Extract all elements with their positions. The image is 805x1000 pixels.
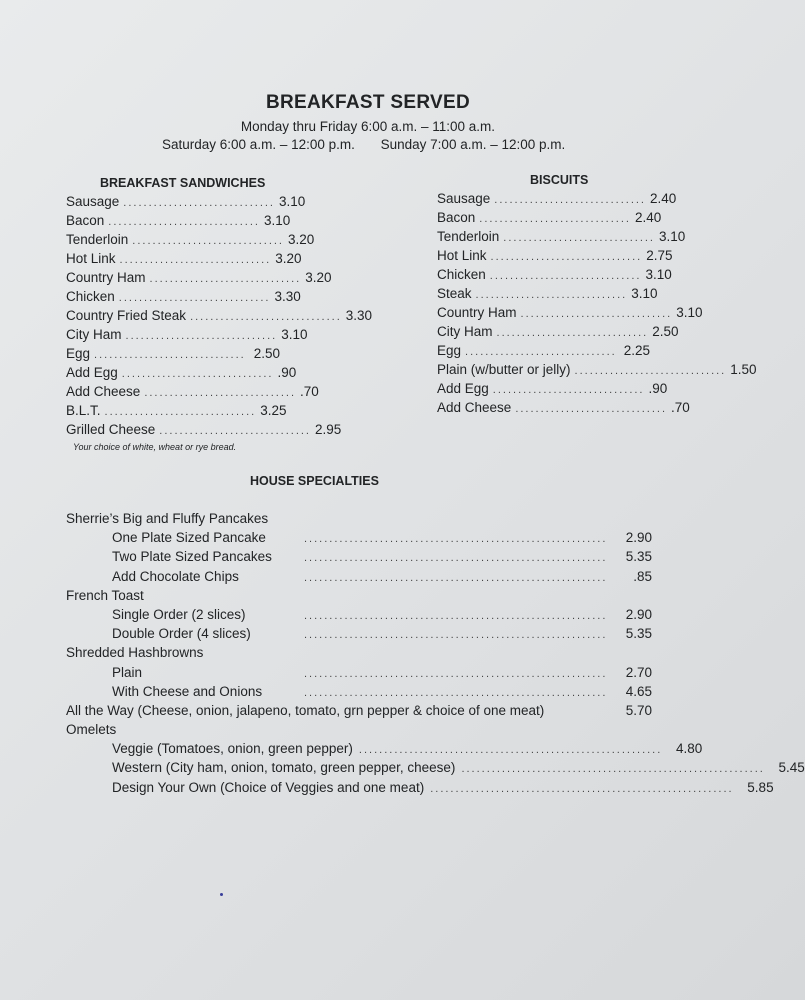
category-label [66,588,652,607]
category-name: Shredded Hashbrowns [66,645,204,661]
item-name: Sausage [66,194,120,209]
item-price: 5.70 [625,702,652,718]
item-price: 2.75 [646,248,673,263]
leader-dots: ............................................................ [304,571,608,584]
menu-item [66,741,703,760]
item-price: 3.10 [676,305,703,320]
leader-dots: ............................................................ [304,533,608,546]
item-price: 3.10 [278,194,306,209]
item-price: 5.35 [625,626,652,642]
leader-dots: .............................. [190,311,342,323]
leader-dots: .............................. [515,403,667,415]
category-label [66,511,652,530]
item-price: 5.85 [747,779,774,795]
item-name: Add Egg [66,365,118,380]
item-name: All the Way (Cheese, onion, jalapeno, tomato, grn pepper & choice of one meat) [66,702,545,718]
item-price: 2.50 [652,324,679,339]
item-name: Chicken [66,289,115,304]
item-name: City Ham [66,327,122,342]
item-name: Egg [66,346,91,361]
item-price: .70 [300,384,319,399]
item-price: 4.80 [676,741,703,757]
leader-dots: .............................. [475,289,628,301]
leader-dots: .............................. [94,349,246,361]
leader-dots: .............................. [503,232,655,244]
item-name: Country Ham [437,305,517,320]
menu-item [437,381,668,400]
leader-dots: .............................. [104,406,257,418]
menu-item [66,422,342,441]
item-price: 3.30 [274,289,301,304]
item-name: City Ham [437,324,493,339]
item-price: 2.90 [625,606,652,622]
leader-dots: ............................................................ [461,763,765,776]
hours-weekday: Monday thru Friday 6:00 a.m. – 11:00 a.m. [240,119,496,134]
leader-dots: ............................................................ [304,686,608,699]
menu-item [437,305,703,324]
menu-item [66,703,652,722]
menu-item [437,248,673,267]
item-name: Add Cheese [66,384,141,399]
item-price: .90 [648,381,668,396]
leader-dots: ............................................................ [304,629,608,642]
item-name: Country Fried Steak [66,308,187,323]
item-price: 5.35 [625,549,652,565]
item-name: Plain (w/butter or jelly) [437,362,571,377]
item-name: B.L.T. [66,403,101,418]
item-name: Hot Link [437,248,487,263]
item-name: With Cheese and Onions [112,683,263,699]
leader-dots: .............................. [489,270,642,282]
menu-item [66,289,301,308]
category-name: Sherrie’s Big and Fluffy Pancakes [66,511,269,526]
item-name: One Plate Sized Pancake [112,530,266,546]
item-name: Sausage [437,191,491,206]
item-price: 4.65 [625,683,652,699]
item-name: Two Plate Sized Pancakes [112,549,272,565]
menu-item [66,760,805,779]
menu-item [437,324,679,343]
item-price: 2.40 [649,191,677,206]
menu-item [437,343,650,362]
item-name: Chicken [437,267,486,282]
item-name: Add Cheese [437,400,512,415]
biscuits-section [437,173,757,419]
item-name: Grilled Cheese [66,422,156,437]
item-name: Plain [112,664,143,680]
leader-dots: ............................................................ [304,552,608,565]
menu-item [437,400,690,419]
item-price: 3.10 [263,213,291,228]
item-name: Steak [437,286,472,301]
leader-dots: ............................................................ [358,744,663,757]
hours-weekend [162,137,587,152]
item-price: 3.20 [275,251,302,266]
category-name: Omelets [66,722,117,738]
item-price: 3.25 [260,403,287,418]
menu-item [437,210,662,229]
hours-saturday: Saturday 6:00 a.m. – 12:00 p.m. [162,137,355,152]
menu-item [66,665,652,684]
item-name: Double Order (4 slices) [112,626,251,642]
menu-item [66,403,287,422]
menu-item [66,530,652,549]
item-price: .70 [671,400,690,415]
leader-dots: .............................. [149,273,302,285]
item-name: Veggie (Tomatoes, onion, green pepper) [112,741,353,757]
leader-dots: .............................. [574,365,727,377]
item-price: 3.10 [658,229,686,244]
leader-dots: .............................. [494,194,646,206]
item-price: 3.10 [281,327,308,342]
item-price: 2.50 [253,346,280,361]
item-name: Add Chocolate Chips [112,568,239,584]
leader-dots: .............................. [119,254,272,266]
leader-dots: .............................. [121,368,274,380]
menu-item [66,384,319,403]
leader-dots: .............................. [125,330,278,342]
leader-dots: ............................................................ [304,667,608,680]
category-label [66,645,652,664]
item-price: 2.25 [623,343,650,358]
menu-item [437,267,672,286]
leader-dots: .............................. [118,292,271,304]
ink-speck [220,893,223,896]
hours-sunday: Sunday 7:00 a.m. – 12:00 p.m. [380,137,566,152]
leader-dots: .............................. [479,213,631,225]
biscuits-heading: BISCUITS [530,173,589,187]
item-price: 3.20 [305,270,332,285]
leader-dots: .............................. [108,216,260,228]
sandwiches-section [66,176,373,452]
item-price: 5.45 [778,760,805,776]
specialties-section [66,511,805,799]
menu-item [66,607,652,626]
item-price: .90 [277,365,297,380]
menu-item [66,194,306,213]
leader-dots: .............................. [492,384,645,396]
item-price: 2.95 [314,422,342,437]
item-name: Bacon [437,210,476,225]
sandwiches-heading: BREAKFAST SANDWICHES [100,176,266,190]
menu-title: BREAKFAST SERVED [266,92,470,113]
menu-item [66,346,280,365]
item-name: Tenderloin [437,229,500,244]
menu-item [66,569,652,588]
item-price: 3.10 [631,286,658,301]
item-price: 1.50 [730,362,757,377]
item-name: Single Order (2 slices) [112,606,246,622]
item-name: Hot Link [66,251,116,266]
item-price: 2.70 [625,664,652,680]
specialties-heading: HOUSE SPECIALTIES [250,474,379,488]
menu-item [66,365,297,384]
menu-item [437,286,658,305]
leader-dots: .............................. [132,235,284,247]
item-name: Egg [437,343,462,358]
item-price: 3.30 [345,308,373,323]
menu-item [66,232,315,251]
item-name: Design Your Own (Choice of Veggies and one meat) [112,779,425,795]
leader-dots: .............................. [465,346,617,358]
menu-item [66,270,332,289]
item-name: Add Egg [437,381,489,396]
menu-item [437,191,677,210]
leader-dots: .............................. [520,308,673,320]
leader-dots: ............................................................ [304,609,608,622]
menu-item [437,229,686,248]
item-price: 2.40 [634,210,662,225]
item-price: 3.10 [645,267,672,282]
leader-dots: .............................. [496,327,649,339]
item-price: .85 [633,568,652,584]
item-price: 3.20 [287,232,315,247]
menu-item [66,684,652,703]
menu-item [66,213,291,232]
item-price: 2.90 [625,530,652,546]
menu-item [66,626,652,645]
menu-item [437,362,757,381]
menu-item [66,251,302,270]
leader-dots: ............................................................ [430,782,734,795]
menu-item [66,549,652,568]
leader-dots: .............................. [490,251,643,263]
leader-dots: .............................. [144,387,296,399]
item-name: Country Ham [66,270,146,285]
item-name: Western (City ham, onion, tomato, green pepper, cheese) [112,760,456,776]
leader-dots: .............................. [123,197,275,209]
leader-dots: .............................. [159,425,311,437]
item-name: Tenderloin [66,232,129,247]
menu-item [66,327,308,346]
menu-item [66,308,373,327]
menu-item [66,779,774,799]
category-name: French Toast [66,587,144,603]
item-name: Bacon [66,213,105,228]
category-label [66,722,652,741]
bread-note: Your choice of white, wheat or rye bread. [73,442,237,452]
